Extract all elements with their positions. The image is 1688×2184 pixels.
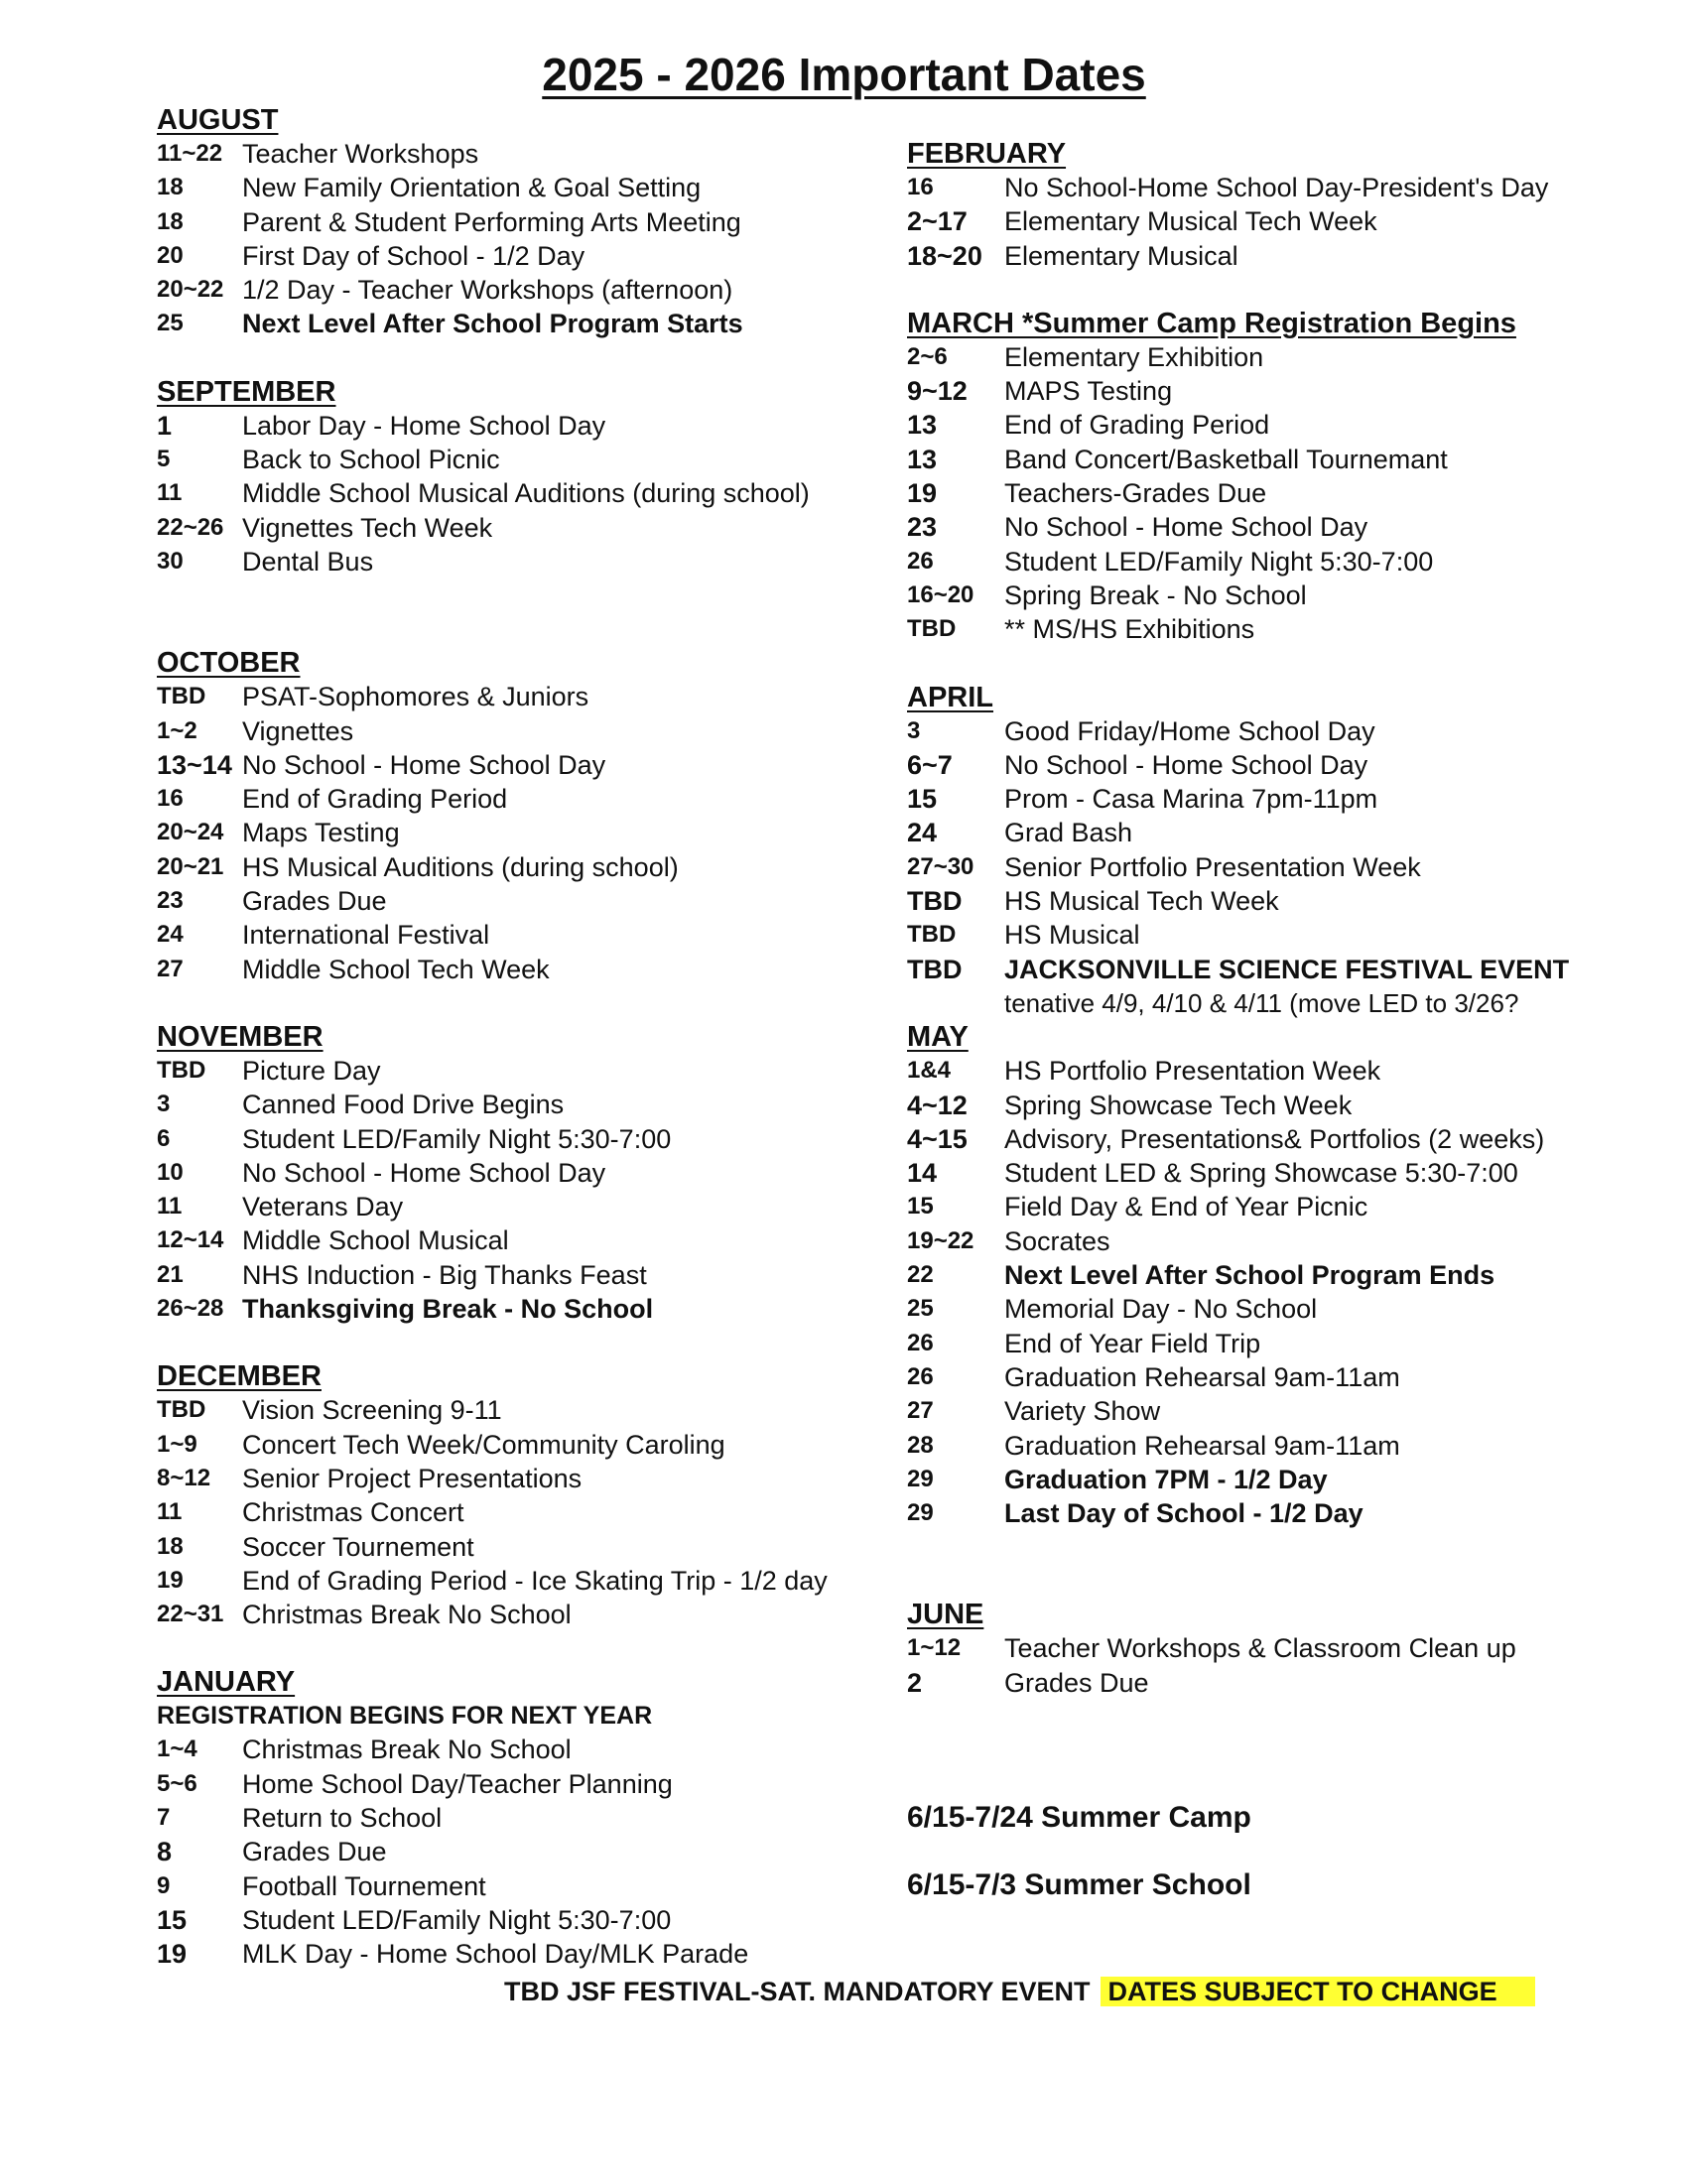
event-row — [907, 1429, 1641, 1463]
event-row — [157, 307, 881, 340]
spacer — [907, 1700, 1641, 1734]
event-row — [157, 782, 881, 816]
event-date: 2~17 — [907, 206, 968, 237]
event-description: Middle School Tech Week — [242, 954, 550, 984]
event-row — [157, 1190, 881, 1223]
event-description: Concert Tech Week/Community Caroling — [242, 1429, 725, 1460]
event-date: 1~12 — [907, 1634, 962, 1662]
event-description: HS Musical — [1004, 920, 1140, 951]
event-row — [157, 1801, 881, 1835]
event-row — [907, 1224, 1641, 1258]
event-date: TBD — [157, 1396, 206, 1424]
event-date: 3 — [907, 716, 921, 744]
event-date: 29 — [907, 1465, 934, 1492]
footer-note — [504, 1973, 1535, 2010]
event-row — [157, 1223, 881, 1257]
event-row — [907, 1292, 1641, 1326]
event-row — [157, 1156, 881, 1190]
event-row — [157, 1292, 881, 1326]
month-heading: SEPTEMBER — [157, 375, 336, 408]
spacer — [157, 986, 881, 1020]
event-description: No School - Home School Day — [242, 749, 606, 780]
event-date: 11 — [157, 1498, 183, 1526]
event-date: 25 — [907, 1295, 934, 1323]
event-date: 18 — [157, 174, 184, 201]
event-description: Middle School Musical Auditions (during school) — [242, 478, 810, 509]
event-description: Back to School Picnic — [242, 445, 500, 475]
event-description: Christmas Break No School — [242, 1600, 572, 1630]
event-date: 15 — [157, 1904, 188, 1935]
event-row — [907, 1258, 1641, 1292]
event-date: 16 — [157, 785, 184, 813]
event-date: 24 — [907, 818, 938, 848]
event-row — [157, 1598, 881, 1631]
event-date: 1~2 — [157, 716, 197, 744]
event-description: Graduation Rehearsal 9am-11am — [1004, 1361, 1400, 1392]
month-heading: JUNE — [907, 1599, 984, 1631]
event-description: Student LED/Family Night 5:30-7:00 — [242, 1123, 672, 1154]
event-description: Good Friday/Home School Day — [1004, 715, 1375, 746]
event-date: 13~14 — [157, 749, 232, 780]
event-description: No School - Home School Day — [1004, 512, 1368, 543]
event-description: Senior Project Presentations — [242, 1463, 583, 1493]
event-date: 11 — [157, 479, 183, 507]
spacer — [157, 341, 881, 375]
event-date: 21 — [157, 1260, 184, 1288]
event-date: 2~6 — [907, 342, 948, 370]
event-description: PSAT-Sophomores & Juniors — [242, 682, 589, 712]
event-date: 1&4 — [907, 1057, 952, 1085]
event-row — [907, 1122, 1641, 1156]
event-description: Football Tournement — [242, 1870, 486, 1901]
event-row — [157, 714, 881, 748]
month-heading: AUGUST — [157, 104, 279, 136]
event-date: 15 — [907, 784, 938, 815]
event-row — [907, 1054, 1641, 1088]
event-row — [157, 1835, 881, 1868]
event-description: Graduation Rehearsal 9am-11am — [1004, 1430, 1400, 1461]
spacer — [157, 612, 881, 646]
month-heading: MAY — [907, 1021, 969, 1054]
event-description: Last Day of School - 1/2 Day — [1004, 1498, 1363, 1529]
event-row — [907, 1156, 1641, 1190]
month-heading: NOVEMBER — [157, 1020, 324, 1053]
event-row — [907, 408, 1641, 442]
event-description: End of Grading Period — [242, 784, 508, 815]
event-description: Band Concert/Basketball Tournemant — [1004, 444, 1448, 474]
event-description: JACKSONVILLE SCIENCE FESTIVAL EVENT — [1004, 954, 1570, 984]
event-date: 1~4 — [157, 1735, 197, 1763]
event-row — [157, 1869, 881, 1903]
event-date: 19 — [157, 1566, 184, 1594]
event-description: Student LED & Spring Showcase 5:30-7:00 — [1004, 1158, 1518, 1189]
event-date: 22 — [907, 1261, 934, 1289]
spacer — [157, 578, 881, 612]
event-date: 10 — [157, 1158, 184, 1186]
event-row — [907, 1631, 1641, 1665]
event-date: 29 — [907, 1499, 934, 1527]
event-row — [157, 171, 881, 204]
event-date: 20~21 — [157, 852, 224, 880]
event-date: 3 — [157, 1091, 171, 1118]
event-description: Spring Showcase Tech Week — [1004, 1090, 1353, 1120]
left-column — [157, 103, 881, 1971]
event-date: 1 — [157, 410, 173, 441]
event-row — [157, 1054, 881, 1088]
month-heading: FEBRUARY — [907, 138, 1067, 170]
event-row — [907, 1327, 1641, 1360]
event-date: 16 — [907, 174, 934, 200]
spacer — [907, 1530, 1641, 1564]
event-date: 6~7 — [907, 749, 953, 780]
event-date: 22~26 — [157, 513, 224, 541]
event-description: No School - Home School Day — [242, 1157, 606, 1188]
event-date: 28 — [907, 1431, 934, 1459]
spacer — [907, 273, 1641, 307]
event-row — [907, 443, 1641, 476]
event-note — [907, 986, 1641, 1020]
event-date: 11 — [157, 1193, 183, 1220]
event-description: Middle School Musical — [242, 1225, 509, 1256]
event-date: 27 — [157, 955, 184, 982]
event-description: Student LED/Family Night 5:30-7:00 — [1004, 546, 1434, 577]
section-subheading: REGISTRATION BEGINS FOR NEXT YEAR — [157, 1702, 653, 1731]
event-row — [157, 850, 881, 884]
right-column — [907, 103, 1641, 1902]
event-description: International Festival — [242, 920, 490, 951]
event-row — [907, 374, 1641, 408]
event-date: 20 — [157, 241, 184, 269]
event-description: 1/2 Day - Teacher Workshops (afternoon) — [242, 275, 733, 306]
event-description: Student LED/Family Night 5:30-7:00 — [242, 1904, 672, 1935]
event-description: End of Year Field Trip — [1004, 1328, 1261, 1358]
event-row — [907, 510, 1641, 544]
event-description: Graduation 7PM - 1/2 Day — [1004, 1464, 1328, 1494]
event-description: End of Grading Period - Ice Skating Trip - 1/2 day — [242, 1565, 828, 1596]
event-description: HS Portfolio Presentation Week — [1004, 1056, 1381, 1087]
title-text: 2025 - 2026 Important Dates — [542, 49, 1146, 100]
event-date: 1~9 — [157, 1430, 197, 1458]
event-row — [907, 1360, 1641, 1394]
event-row — [907, 1496, 1641, 1530]
event-description: Dental Bus — [242, 546, 374, 577]
spacer — [907, 1564, 1641, 1598]
event-date: 20~24 — [157, 819, 224, 846]
event-description: HS Musical Auditions (during school) — [242, 851, 679, 882]
event-row — [157, 680, 881, 713]
event-row — [907, 578, 1641, 612]
event-row — [907, 239, 1641, 273]
event-description: Field Day & End of Year Picnic — [1004, 1192, 1368, 1222]
event-date: 14 — [907, 1158, 938, 1189]
month-heading: MARCH *Summer Camp Registration Begins — [907, 307, 1516, 339]
event-description: Elementary Exhibition — [1004, 341, 1264, 372]
event-date: 19~22 — [907, 1226, 974, 1254]
event-date: 4~12 — [907, 1090, 968, 1120]
event-row — [157, 884, 881, 918]
event-date: 8 — [157, 1837, 173, 1867]
event-description: Elementary Musical Tech Week — [1004, 206, 1377, 237]
event-description: Christmas Concert — [242, 1497, 464, 1528]
event-date: 27 — [907, 1397, 934, 1425]
event-row — [157, 476, 881, 510]
month-heading: JANUARY — [157, 1666, 296, 1699]
event-description: Teachers-Grades Due — [1004, 478, 1267, 509]
event-description: Grades Due — [1004, 1667, 1149, 1698]
event-row — [157, 953, 881, 986]
event-description: Maps Testing — [242, 818, 400, 848]
event-row — [157, 1733, 881, 1766]
spacer — [907, 1835, 1641, 1868]
event-row — [907, 918, 1641, 952]
event-description: Soccer Tournement — [242, 1531, 474, 1562]
event-description: Labor Day - Home School Day — [242, 410, 606, 441]
event-row — [157, 1564, 881, 1598]
event-description: Memorial Day - No School — [1004, 1294, 1318, 1325]
event-row — [907, 476, 1641, 510]
event-date: 9~12 — [907, 376, 968, 407]
event-date: 11~22 — [157, 140, 223, 167]
spacer — [157, 1326, 881, 1359]
event-row — [157, 1428, 881, 1462]
event-date: 26 — [907, 1362, 934, 1390]
note-text: tenative 4/9, 4/10 & 4/11 (move LED to 3/26? — [1004, 987, 1519, 1018]
event-row — [157, 137, 881, 171]
event-row — [157, 816, 881, 849]
event-row — [157, 918, 881, 952]
footer-text: TBD JSF FESTIVAL-SAT. MANDATORY EVENT — [504, 1977, 1091, 2006]
event-description: HS Musical Tech Week — [1004, 886, 1279, 917]
month-heading: APRIL — [907, 681, 993, 713]
event-description: Vignettes Tech Week — [242, 512, 493, 543]
event-row — [157, 1767, 881, 1801]
spacer — [907, 103, 1641, 137]
event-date: 25 — [157, 310, 184, 337]
event-date: 6 — [157, 1124, 171, 1152]
event-row — [907, 714, 1641, 748]
event-description: No School-Home School Day-President's Day — [1004, 173, 1549, 202]
event-date: 27~30 — [907, 852, 974, 880]
event-row — [907, 1190, 1641, 1223]
event-description: MAPS Testing — [1004, 376, 1173, 407]
event-date: 24 — [157, 921, 184, 949]
event-description: Return to School — [242, 1802, 443, 1833]
event-row — [157, 748, 881, 782]
event-description: Next Level After School Program Ends — [1004, 1260, 1495, 1291]
event-row — [157, 1530, 881, 1564]
event-row — [157, 205, 881, 239]
event-date: 18~20 — [907, 240, 982, 271]
event-date: 23 — [907, 512, 938, 543]
event-date: 23 — [157, 887, 184, 915]
summer-program: 6/15-7/3 Summer School — [907, 1867, 1251, 1901]
event-date: 13 — [907, 410, 938, 441]
event-description: Thanksgiving Break - No School — [242, 1294, 654, 1325]
event-description: MLK Day - Home School Day/MLK Parade — [242, 1939, 749, 1970]
event-row — [907, 953, 1641, 986]
event-date: 16~20 — [907, 580, 974, 608]
spacer — [907, 1734, 1641, 1767]
event-row — [907, 748, 1641, 782]
event-description: New Family Orientation & Goal Setting — [242, 173, 702, 203]
event-description: Socrates — [1004, 1225, 1110, 1256]
event-description: Spring Break - No School — [1004, 579, 1307, 610]
event-row — [157, 1903, 881, 1937]
event-date: TBD — [907, 615, 957, 643]
event-description: No School - Home School Day — [1004, 749, 1368, 780]
event-date: 18 — [157, 207, 184, 235]
event-row — [907, 1089, 1641, 1122]
event-date: 13 — [907, 444, 938, 474]
event-description: Prom - Casa Marina 7pm-11pm — [1004, 784, 1378, 815]
page-title — [0, 48, 1688, 101]
event-description: Senior Portfolio Presentation Week — [1004, 851, 1421, 882]
event-description: Canned Food Drive Begins — [242, 1090, 565, 1120]
event-date: TBD — [907, 921, 957, 949]
event-date: 5 — [157, 446, 171, 473]
event-row — [157, 1088, 881, 1121]
event-date: 19 — [907, 478, 938, 509]
event-date: 12~14 — [157, 1226, 224, 1254]
event-row — [157, 1393, 881, 1427]
event-description: Veterans Day — [242, 1192, 404, 1222]
event-row — [907, 1666, 1641, 1700]
event-description: Parent & Student Performing Arts Meeting — [242, 206, 741, 237]
event-description: Vision Screening 9-11 — [242, 1395, 502, 1426]
event-row — [157, 1462, 881, 1495]
event-description: Variety Show — [1004, 1396, 1161, 1427]
event-row — [157, 511, 881, 545]
event-row — [907, 816, 1641, 849]
event-date: TBD — [907, 954, 963, 984]
event-row — [157, 1258, 881, 1292]
event-date: 26~28 — [157, 1295, 224, 1323]
event-date: 9 — [157, 1871, 171, 1899]
event-description: Home School Day/Teacher Planning — [242, 1768, 673, 1799]
event-row — [157, 239, 881, 273]
event-date: 2 — [907, 1667, 923, 1698]
event-date: 30 — [157, 547, 184, 575]
spacer — [157, 1631, 881, 1665]
month-heading: OCTOBER — [157, 647, 301, 680]
event-description: NHS Induction - Big Thanks Feast — [242, 1259, 647, 1290]
event-row — [157, 545, 881, 578]
event-date: 26 — [907, 1329, 934, 1356]
event-row — [157, 409, 881, 443]
event-row — [907, 545, 1641, 578]
event-row — [907, 850, 1641, 884]
event-row — [907, 782, 1641, 816]
event-description: End of Grading Period — [1004, 410, 1270, 441]
spacer — [907, 1767, 1641, 1801]
event-date: 4~15 — [907, 1123, 968, 1154]
event-description: Elementary Musical — [1004, 240, 1238, 271]
event-description: Grades Due — [242, 886, 387, 917]
event-description: Grad Bash — [1004, 818, 1133, 848]
event-description: Grades Due — [242, 1837, 387, 1867]
event-row — [907, 171, 1641, 204]
event-date: 8~12 — [157, 1464, 211, 1491]
event-description: Christmas Break No School — [242, 1734, 572, 1765]
event-date: 26 — [907, 547, 934, 575]
event-row — [907, 340, 1641, 374]
event-date: 22~31 — [157, 1601, 224, 1628]
event-date: 15 — [907, 1193, 934, 1220]
event-description: Advisory, Presentations& Portfolios (2 weeks) — [1004, 1123, 1545, 1154]
event-row — [157, 443, 881, 476]
event-row — [907, 612, 1641, 646]
summer-program: 6/15-7/24 Summer Camp — [907, 1800, 1251, 1834]
event-row — [907, 884, 1641, 918]
event-date: TBD — [907, 886, 963, 917]
month-heading: DECEMBER — [157, 1360, 322, 1393]
event-description: ** MS/HS Exhibitions — [1004, 614, 1255, 645]
event-row — [907, 204, 1641, 238]
event-row — [907, 1463, 1641, 1496]
event-date: 20~22 — [157, 276, 224, 304]
event-date: 5~6 — [157, 1769, 197, 1797]
spacer — [907, 647, 1641, 681]
event-description: Vignettes — [242, 715, 354, 746]
event-date: TBD — [157, 683, 206, 710]
event-date: 18 — [157, 1532, 184, 1560]
event-date: TBD — [157, 1056, 206, 1084]
event-date: 19 — [157, 1939, 188, 1970]
event-description: Next Level After School Program Starts — [242, 309, 743, 339]
event-description: Teacher Workshops — [242, 139, 479, 169]
event-description: Picture Day — [242, 1055, 381, 1086]
event-description: First Day of School - 1/2 Day — [242, 240, 585, 271]
event-description: Teacher Workshops & Classroom Clean up — [1004, 1633, 1516, 1664]
dates-subject-to-change-highlight: DATES SUBJECT TO CHANGE — [1101, 1977, 1535, 2006]
event-row — [157, 273, 881, 307]
event-row — [157, 1937, 881, 1971]
event-row — [907, 1394, 1641, 1428]
event-row — [157, 1495, 881, 1529]
event-row — [157, 1122, 881, 1156]
event-date: 7 — [157, 1803, 171, 1831]
